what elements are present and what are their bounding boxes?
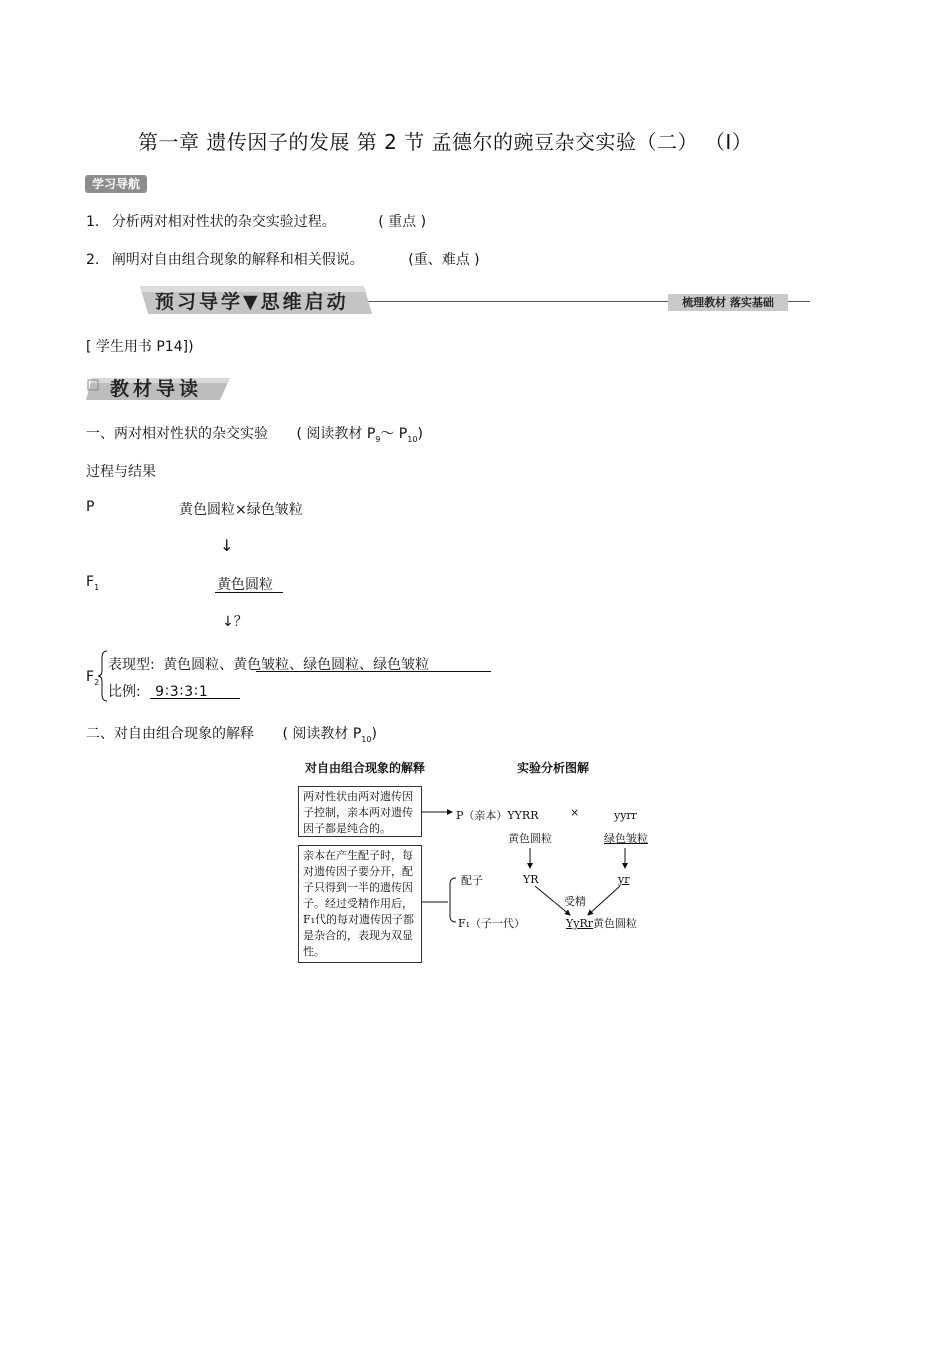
phenotype-label: 表现型: bbox=[108, 657, 155, 673]
arrow-down-1: ↓ bbox=[220, 536, 234, 555]
goal-item-2 bbox=[86, 249, 480, 269]
read-tilde: ～ P bbox=[380, 426, 408, 442]
f2-letter: F bbox=[86, 669, 95, 685]
part1-heading: 一、两对相对性状的杂交实验 bbox=[86, 426, 268, 442]
read-to: 10 bbox=[407, 434, 418, 444]
f1-phenotype: 黄色圆粒 bbox=[593, 917, 638, 930]
diagram-head-left: 对自由组合现象的解释 bbox=[305, 761, 426, 775]
part2-heading: 二、对自由组合现象的解释 bbox=[86, 726, 254, 742]
f2-sub: 2 bbox=[94, 677, 100, 687]
f1-sub: 1 bbox=[94, 582, 100, 592]
goal-text: 分析两对相对性状的杂交实验过程。 bbox=[111, 214, 336, 230]
part2-heading-line bbox=[86, 723, 377, 744]
ratio-underline bbox=[150, 698, 240, 699]
brace-icon bbox=[98, 650, 108, 702]
part2-read-ref bbox=[282, 726, 376, 742]
part1-read-ref bbox=[296, 426, 422, 442]
section-label: 教材导读 bbox=[110, 378, 203, 400]
cross-symbol: × bbox=[570, 806, 580, 819]
f1-blank-underline bbox=[215, 592, 283, 593]
banner-subtitle: 梳理教材 落实基础 bbox=[668, 294, 788, 311]
read-end: ) bbox=[371, 726, 377, 742]
ratio-value: 9∶3∶3∶1 bbox=[155, 684, 209, 700]
book-reference: [ 学生用书 P14]) bbox=[86, 339, 194, 355]
arrow-down-2: ↓？ bbox=[222, 614, 248, 630]
goal-num: 2. bbox=[86, 252, 100, 268]
read-text: ( 阅读教材 P bbox=[282, 726, 362, 742]
f1-letter: F bbox=[86, 574, 95, 590]
diagram-head-right: 实验分析图解 bbox=[517, 761, 590, 775]
f1-generation-label: F₁（子一代） bbox=[458, 917, 526, 930]
f1-label bbox=[86, 574, 99, 592]
ratio-label: 比例: bbox=[108, 684, 141, 700]
read-sub: 10 bbox=[361, 734, 372, 744]
f1-result bbox=[566, 915, 637, 931]
yyrr-genotype: yyrr bbox=[614, 809, 637, 822]
read-from: 9 bbox=[375, 434, 381, 444]
fertilization-label: 受精 bbox=[564, 895, 586, 908]
green-wrinkled-label: 绿色皱粒 bbox=[604, 832, 648, 845]
phenotype-underline bbox=[256, 671, 491, 672]
gamete-yr: yr bbox=[618, 873, 630, 886]
goal-text: 阐明对自由组合现象的解释和相关假说。 bbox=[111, 252, 364, 268]
explanation-box-1: 两对性状由两对遗传因子控制，亲本两对遗传因子都是纯合的。 bbox=[298, 786, 422, 837]
p-cross: 黄色圆粒×绿色皱粒 bbox=[179, 502, 303, 518]
goal-tag: (重、难点 ) bbox=[408, 252, 480, 268]
goal-tag: ( 重点 ) bbox=[378, 214, 427, 230]
goal-item-1 bbox=[86, 211, 426, 231]
p-parent-genotype: P（亲本）YYRR bbox=[456, 809, 539, 822]
yellow-round-label: 黄色圆粒 bbox=[508, 832, 552, 845]
part1-heading-line bbox=[86, 423, 423, 444]
gamete-label: 配子 bbox=[461, 874, 483, 887]
goal-num: 1. bbox=[86, 214, 100, 230]
process-label: 过程与结果 bbox=[86, 464, 156, 480]
page-title: 第一章 遗传因子的发展 第 2 节 孟德尔的豌豆杂交实验（二） （Ⅰ） bbox=[138, 130, 753, 154]
read-end: ) bbox=[417, 426, 423, 442]
gamete-YR: YR bbox=[523, 873, 539, 886]
f1-value: 黄色圆粒 bbox=[217, 577, 273, 593]
banner-title: 预习导学▼思维启动 bbox=[155, 291, 349, 313]
f1-genotype: YyRr bbox=[566, 917, 594, 930]
p-label: P bbox=[86, 499, 95, 515]
phenotype-values: 黄色圆粒、黄色皱粒、绿色圆粒、绿色皱粒 bbox=[163, 657, 430, 673]
explanation-box-2: 亲本在产生配子时，每对遗传因子要分开，配子只得到一半的遗传因子。经过受精作用后，F₁代的每对遗传因子都是杂合的，表现为双显性。 bbox=[298, 845, 422, 963]
learning-guide-badge: 学习导航 bbox=[85, 175, 147, 193]
read-text: ( 阅读教材 P bbox=[296, 426, 376, 442]
